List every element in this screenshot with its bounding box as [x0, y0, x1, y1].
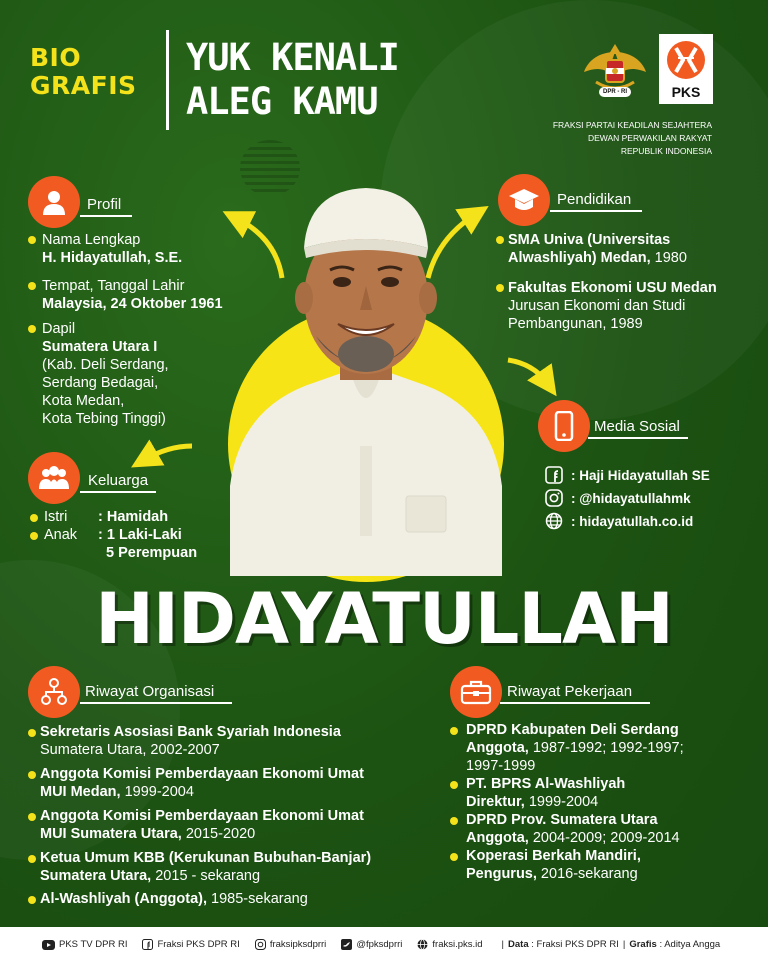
- facebook-icon: [142, 939, 153, 950]
- keluarga-underline: [80, 491, 156, 493]
- profil-nama: [42, 231, 182, 267]
- footer-grafis-label: Grafis: [629, 939, 657, 950]
- fakultas-name: Fakultas Ekonomi USU Medan: [508, 280, 717, 296]
- bullet: [28, 896, 36, 904]
- footer-data-credit: [508, 939, 619, 950]
- profil-ttl: [42, 277, 223, 313]
- organisasi-item-1-detail: Sumatera Utara, 2002-2007: [40, 742, 220, 758]
- footer-data-label: Data: [508, 939, 529, 950]
- organisasi-item-1-title: Sekretaris Asosiasi Bank Syariah Indonesia: [40, 724, 341, 740]
- footer-separator: |: [501, 939, 505, 950]
- pekerjaan-item-4: [466, 847, 641, 883]
- fakultas-detail-2: Pembangunan, 1989: [508, 316, 643, 332]
- pekerjaan-item-4-role: Pengurus,: [466, 866, 537, 882]
- portrait-photo: [230, 186, 502, 576]
- bullet: [496, 284, 504, 292]
- footer-separator: |: [622, 939, 626, 950]
- twitter-icon: [341, 939, 352, 950]
- pekerjaan-item-1-years-2: 1997-1999: [466, 758, 536, 774]
- organisasi-item-5: [40, 890, 308, 908]
- pendidikan-icon: [498, 174, 550, 226]
- bullet: [30, 514, 38, 522]
- anak-label: Anak: [44, 527, 78, 543]
- organisasi-item-4-title: Ketua Umum KBB (Kerukunan Bubuhan-Banjar): [40, 850, 372, 866]
- pekerjaan-item-1-years: 1987-1992; 1992-1997;: [528, 740, 684, 756]
- fraksi-line-3: REPUBLIK INDONESIA: [620, 146, 712, 156]
- bullet: [28, 325, 36, 333]
- media-sosial-title: Media Sosial: [594, 418, 680, 435]
- organisasi-item-3-years: 2015-2020: [181, 826, 256, 842]
- facebook-handle: : Haji Hidayatullah SE: [571, 467, 710, 483]
- dapil-value: Sumatera Utara I: [42, 339, 158, 355]
- pekerjaan-item-4-org: Koperasi Berkah Mandiri,: [466, 848, 641, 864]
- pekerjaan-item-2-role: Direktur,: [466, 794, 525, 810]
- website-row: [545, 511, 693, 531]
- footer-youtube[interactable]: [42, 939, 127, 950]
- footer-twitter[interactable]: [341, 939, 402, 950]
- fraksi-line-2: DEWAN PERWAKILAN RAKYAT: [587, 133, 712, 143]
- footer-facebook-label: Fraksi PKS DPR RI: [157, 939, 240, 950]
- bullet: [450, 781, 458, 789]
- dpr-badge-text: DPR - RI: [603, 89, 627, 95]
- footer: [0, 927, 768, 962]
- organisasi-icon: [28, 666, 80, 718]
- pekerjaan-item-3: [466, 811, 680, 847]
- keluarga-title: Keluarga: [88, 472, 149, 489]
- fraksi-line-1: FRAKSI PARTAI KEADILAN SEJAHTERA: [552, 120, 712, 130]
- bullet: [30, 532, 38, 540]
- pekerjaan-item-2: [466, 775, 625, 811]
- footer-data-value: : Fraksi PKS DPR RI: [528, 939, 619, 950]
- bullet: [496, 236, 504, 244]
- organisasi-item-2: [40, 765, 364, 801]
- web-icon: [417, 939, 428, 950]
- organisasi-item-3-org: MUI Sumatera Utara,: [40, 826, 182, 842]
- facebook-icon: [545, 466, 563, 484]
- keluarga-icon: [28, 452, 80, 504]
- organisasi-item-2-org: MUI Medan,: [40, 784, 121, 800]
- arrow-to-keluarga: [144, 446, 192, 460]
- organisasi-item-2-years: 1999-2004: [120, 784, 194, 800]
- headline-line-1: YUK KENALI: [186, 36, 399, 79]
- footer-facebook[interactable]: [142, 939, 239, 950]
- dapil-detail-3: Kota Medan,: [42, 393, 125, 409]
- footer-instagram[interactable]: [255, 939, 327, 950]
- organisasi-item-4: [40, 849, 371, 885]
- headline-line-2: ALEG KAMU: [186, 80, 378, 123]
- arrow-to-media: [508, 360, 548, 384]
- bullet: [28, 729, 36, 737]
- sma-line-2: Alwashliyah) Medan,: [508, 250, 651, 266]
- pks-logo-text: PKS: [671, 84, 701, 100]
- bullet: [28, 282, 36, 290]
- pekerjaan-item-2-org: PT. BPRS Al-Washliyah: [466, 776, 626, 792]
- instagram-icon: [545, 489, 563, 507]
- organisasi-item-2-title: Anggota Komisi Pemberdayaan Ekonomi Umat: [40, 766, 364, 782]
- istri-value: : Hamidah: [98, 509, 169, 525]
- media-sosial-icon: [538, 400, 590, 452]
- organisasi-item-4-years: 2015 - sekarang: [151, 868, 261, 884]
- bullet: [28, 855, 36, 863]
- organisasi-item-4-org: Sumatera Utara,: [40, 868, 152, 884]
- pekerjaan-item-2-years: 1999-2004: [524, 794, 599, 810]
- dapil-label: Dapil: [42, 321, 76, 337]
- pekerjaan-title: Riwayat Pekerjaan: [507, 683, 633, 700]
- footer-web[interactable]: [417, 939, 482, 950]
- bullet: [450, 817, 458, 825]
- instagram-handle: : @hidayatullahmk: [571, 490, 691, 506]
- istri-label: Istri: [44, 509, 68, 525]
- bullet: [28, 813, 36, 821]
- sma-line-1: SMA Univa (Universitas: [508, 232, 671, 248]
- footer-twitter-label: @fpksdprri: [356, 939, 403, 950]
- anak-value-1: : 1 Laki-Laki: [98, 527, 182, 543]
- footer-youtube-label: PKS TV DPR RI: [59, 939, 128, 950]
- profil-title: Profil: [87, 196, 122, 213]
- pekerjaan-icon: [450, 666, 502, 718]
- pendidikan-underline: [550, 210, 642, 212]
- organisasi-title: Riwayat Organisasi: [85, 683, 215, 700]
- organisasi-underline: [80, 702, 232, 704]
- website-url: : hidayatullah.co.id: [571, 513, 694, 529]
- bullet: [28, 236, 36, 244]
- media-sosial-underline: [588, 437, 688, 439]
- footer-instagram-label: fraksipksdprri: [269, 939, 327, 950]
- pendidikan-title: Pendidikan: [557, 191, 632, 208]
- footer-grafis-value: : Aditya Angga: [656, 939, 721, 950]
- dapil-detail-4: Kota Tebing Tinggi): [42, 411, 166, 427]
- instagram-icon: [255, 939, 266, 950]
- pendidikan-sma: [508, 231, 687, 267]
- organisasi-item-1: [40, 723, 341, 759]
- bio-line: BIO: [30, 43, 82, 72]
- bullet: [28, 771, 36, 779]
- profil-dapil: [42, 320, 169, 428]
- pekerjaan-item-1: [466, 721, 684, 775]
- member-name: HIDAYATULLAH: [95, 578, 673, 660]
- profil-underline: [80, 215, 132, 217]
- pekerjaan-item-1-role: Anggota,: [466, 740, 529, 756]
- footer-grafis-credit: [629, 939, 720, 950]
- bullet: [450, 727, 458, 735]
- ttl-value: Malaysia, 24 Oktober 1961: [42, 296, 223, 312]
- grafis-line: GRAFIS: [30, 71, 137, 100]
- pekerjaan-item-3-org: DPRD Prov. Sumatera Utara: [466, 812, 658, 828]
- nama-label: Nama Lengkap: [42, 232, 141, 248]
- dapil-detail-1: (Kab. Deli Serdang,: [42, 357, 169, 373]
- ttl-label: Tempat, Tanggal Lahir: [42, 278, 185, 294]
- fakultas-detail-1: Jurusan Ekonomi dan Studi: [508, 298, 686, 314]
- footer-web-label: fraksi.pks.id: [432, 939, 483, 950]
- anak-value-2: 5 Perempuan: [106, 545, 198, 561]
- sma-year: 1980: [650, 250, 687, 266]
- bullet: [450, 853, 458, 861]
- youtube-icon: [42, 940, 55, 950]
- pekerjaan-item-3-years: 2004-2009; 2009-2014: [528, 830, 680, 846]
- organisasi-item-5-years: 1985-sekarang: [207, 891, 308, 907]
- profil-icon: [28, 176, 80, 228]
- nama-value: H. Hidayatullah, S.E.: [42, 250, 183, 266]
- instagram-row: [545, 488, 691, 508]
- organisasi-item-3: [40, 807, 364, 843]
- facebook-row: [545, 465, 710, 485]
- pekerjaan-item-3-role: Anggota,: [466, 830, 529, 846]
- globe-icon: [545, 512, 563, 530]
- pendidikan-fakultas: [508, 279, 717, 333]
- organisasi-item-3-title: Anggota Komisi Pemberdayaan Ekonomi Umat: [40, 808, 364, 824]
- organisasi-item-5-title: Al-Washliyah (Anggota),: [40, 891, 208, 907]
- dapil-detail-2: Serdang Bedagai,: [42, 375, 159, 391]
- pekerjaan-item-4-years: 2016-sekarang: [536, 866, 638, 882]
- pekerjaan-item-1-org: DPRD Kabupaten Deli Serdang: [466, 722, 679, 738]
- pekerjaan-underline: [500, 702, 650, 704]
